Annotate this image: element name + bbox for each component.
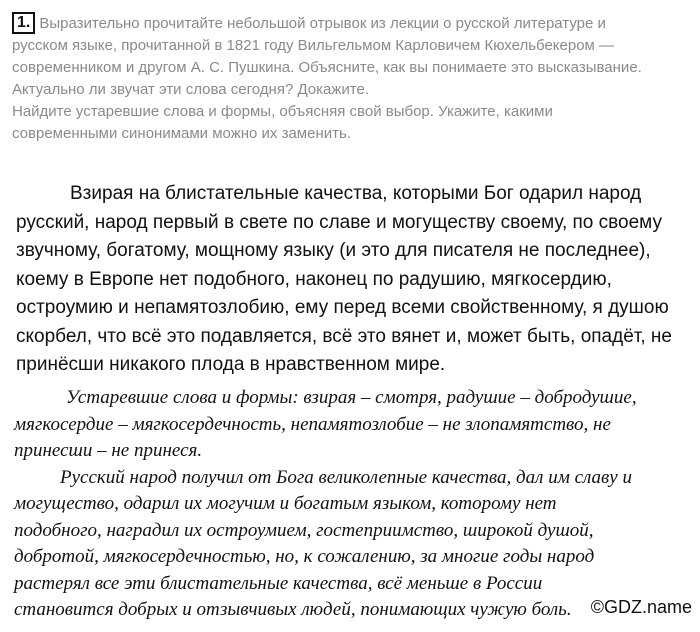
answer-line: могущество, одарил их могучим и богатым языком, которому нет xyxy=(14,493,557,514)
task-line: современником и другом А. С. Пушкина. Объясните, как вы понимаете это высказывание. xyxy=(12,59,642,76)
answer-text xyxy=(14,385,698,624)
answer-line: Русский народ получил от Бога великолепные качества, дал им славу и xyxy=(60,466,632,488)
answer-line: добротой, мягкосердечностью, но, к сожалению, за многие годы народ xyxy=(14,546,595,567)
task-line xyxy=(12,12,696,35)
answer-line: принесши – не принеся. xyxy=(14,440,203,461)
passage-line: Взирая на блистательные качества, которыми Бог одарил народ xyxy=(70,183,642,204)
task-instructions xyxy=(12,12,696,145)
task-text: Выразительно прочитайте небольшой отрывок из лекции о русской литературе и xyxy=(39,15,606,32)
passage-line: русский, народ первый в свете по славе и могуществу своему, по своему xyxy=(16,211,662,233)
task-number-badge: 1. xyxy=(12,12,35,34)
task-line: русском языке, прочитанной в 1821 году Вильгельмом Карловичем Кюхельбекером — xyxy=(12,37,615,54)
quoted-passage xyxy=(16,180,696,380)
passage-line: скорбел, что всё это подавляется, всё это вянет и, может быть, опадёт, не xyxy=(16,325,672,347)
watermark: ©GDZ.name xyxy=(590,597,692,617)
task-line: Актуально ли звучат эти слова сегодня? Докажите. xyxy=(12,81,369,98)
passage-line: звучному, богатому, мощному языку (и это для писателя не последнее), xyxy=(16,240,651,261)
passage-line: коему в Европе нет подобного, наконец по радушию, мягкосердию, xyxy=(16,268,612,290)
answer-line: растерял все эти блистательные качества, всё меньше в России xyxy=(14,572,543,594)
passage-line: остроумию и непамятозлобию, ему перед всеми свойственному, я душою xyxy=(16,297,669,318)
task-line: Найдите устаревшие слова и формы, объясняя свой выбор. Укажите, какими xyxy=(12,103,553,120)
task-line: современными синонимами можно их заменить. xyxy=(12,125,351,142)
answer-line: подобного, наградил их остроумием, гостеприимство, широкой душой, xyxy=(14,519,594,541)
answer-line: Устаревшие слова и формы: взирая – смотря, радушие – добродушие, xyxy=(66,387,637,408)
answer-line: становится добрых и отзывчивых людей, понимающих чужую боль. xyxy=(14,599,572,620)
answer-line: мягкосердие – мягкосердечность, непамятозлобие – не злопамятство, не xyxy=(14,413,611,435)
passage-line: принёсши никакого плода в нравственном мире. xyxy=(16,354,446,375)
